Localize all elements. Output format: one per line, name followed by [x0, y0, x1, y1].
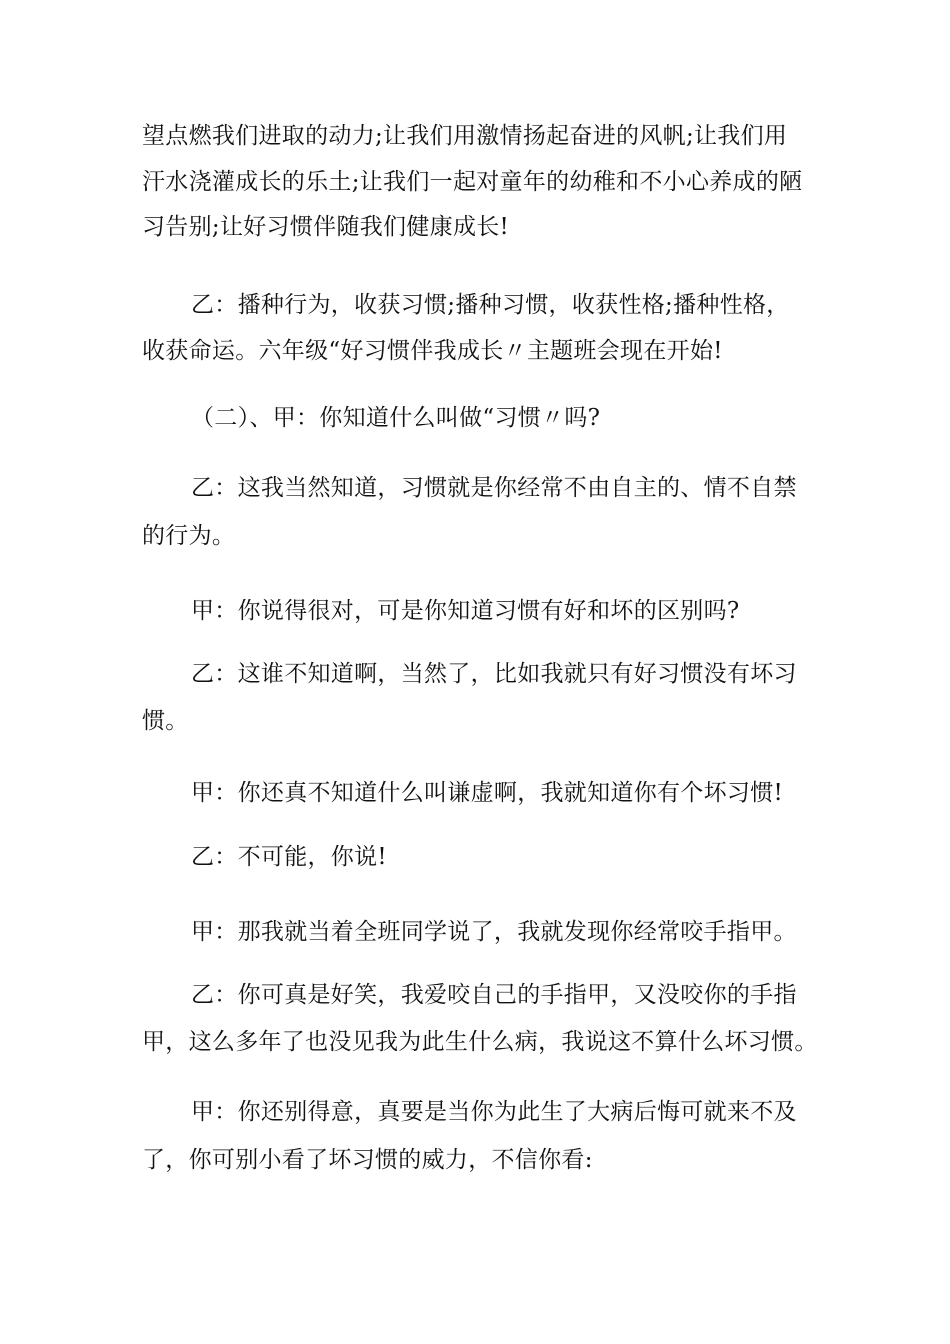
section-heading: （二）、甲：你知道什么叫做“习惯〃吗? [191, 405, 601, 431]
text-line: 乙：不可能，你说! [191, 844, 387, 870]
text-line: 的行为。 [142, 523, 236, 549]
text-line: 惯。 [142, 708, 189, 734]
text-line: 甲：你还真不知道什么叫谦虚啊，我就知道你有个坏习惯! [191, 780, 784, 806]
text-line: 乙：这谁不知道啊，当然了，比如我就只有好习惯没有坏习 [191, 661, 797, 687]
text-line: 甲，这么多年了也没见我为此生什么病，我说这不算什么坏习惯。 [142, 1029, 818, 1055]
text-line: 甲：你说得很对，可是你知道习惯有好和坏的区别吗? [191, 598, 740, 624]
text-line: 收获命运。六年级“好习惯伴我成长〃主题班会现在开始! [142, 338, 723, 364]
text-line: 汗水浇灌成长的乐土;让我们一起对童年的幼稚和不小心养成的陋 [142, 169, 803, 195]
text-line: 甲：你还别得意，真要是当你为此生了大病后悔可就来不及 [191, 1099, 797, 1125]
text-line: 乙：这我当然知道，习惯就是你经常不由自主的、情不自禁 [191, 475, 797, 501]
text-line: 习告别;让好习惯伴随我们健康成长! [142, 214, 510, 240]
text-line: 了，你可别小看了坏习惯的威力，不信你看: [142, 1147, 593, 1173]
text-line: 望点燃我们进取的动力;让我们用激情扬起奋进的风帆;让我们用 [142, 123, 788, 149]
text-line: 乙：你可真是好笑，我爱咬自己的手指甲，又没咬你的手指 [191, 982, 797, 1008]
text-line: 乙：播种行为，收获习惯;播种习惯，收获性格;播种性格， [191, 292, 790, 318]
text-line: 甲：那我就当着全班同学说了，我就发现你经常咬手指甲。 [191, 919, 797, 945]
